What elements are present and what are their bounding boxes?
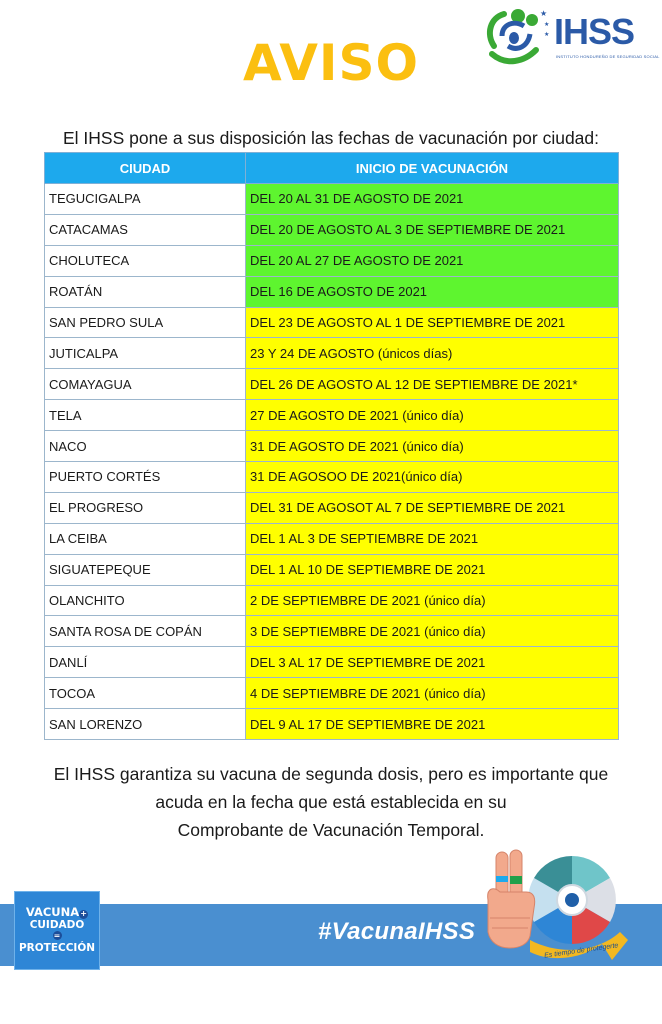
table-row <box>45 276 619 307</box>
plus-icon: + <box>80 909 87 919</box>
table-row <box>45 678 619 709</box>
city-cell: TEGUCIGALPA <box>45 184 246 215</box>
dates-cell: DEL 23 DE AGOSTO AL 1 DE SEPTIEMBRE DE 2021 <box>246 307 619 338</box>
city-cell: ROATÁN <box>45 276 246 307</box>
table-row <box>45 338 619 369</box>
dates-cell: DEL 1 AL 3 DE SEPTIEMBRE DE 2021 <box>246 523 619 554</box>
badge-line-cuidado: CUIDADO <box>29 918 85 931</box>
table-row <box>45 307 619 338</box>
city-cell: SIGUATEPEQUE <box>45 554 246 585</box>
vaccination-schedule-table <box>44 152 619 740</box>
city-cell: OLANCHITO <box>45 585 246 616</box>
city-cell: LA CEIBA <box>45 523 246 554</box>
table-row <box>45 709 619 740</box>
city-cell: TELA <box>45 400 246 431</box>
dates-cell: DEL 20 AL 31 DE AGOSTO DE 2021 <box>246 184 619 215</box>
ihss-logo <box>484 6 660 68</box>
dates-cell: 31 DE AGOSOO DE 2021(único día) <box>246 462 619 493</box>
dates-cell: 31 DE AGOSTO DE 2021 (único día) <box>246 431 619 462</box>
dates-cell: 23 Y 24 DE AGOSTO (únicos días) <box>246 338 619 369</box>
table-row <box>45 462 619 493</box>
table-row <box>45 400 619 431</box>
city-cell: TOCOA <box>45 678 246 709</box>
table-row <box>45 554 619 585</box>
svg-text:★: ★ <box>544 32 550 38</box>
svg-text:★: ★ <box>540 9 548 18</box>
logo-subtitle: INSTITUTO HONDUREÑO DE SEGURIDAD SOCIAL <box>556 54 660 59</box>
equals-icon: = <box>53 930 61 940</box>
city-cell: EL PROGRESO <box>45 492 246 523</box>
dates-cell: DEL 31 DE AGOSOT AL 7 DE SEPTIEMBRE DE 2021 <box>246 492 619 523</box>
dates-cell: DEL 16 DE AGOSTO DE 2021 <box>246 276 619 307</box>
table-row <box>45 214 619 245</box>
dates-cell: DEL 9 AL 17 DE SEPTIEMBRE DE 2021 <box>246 709 619 740</box>
table-row <box>45 245 619 276</box>
dates-cell: DEL 20 DE AGOSTO AL 3 DE SEPTIEMBRE DE 2021 <box>246 214 619 245</box>
table-row <box>45 369 619 400</box>
table-row <box>45 616 619 647</box>
table-row <box>45 523 619 554</box>
intro-text: El IHSS pone a sus disposición las fechas de vacunación por ciudad: <box>62 128 599 148</box>
dates-cell: 2 DE SEPTIEMBRE DE 2021 (único día) <box>246 585 619 616</box>
city-cell: DANLÍ <box>45 647 246 678</box>
notice-line: acuda en la fecha que está establecida en su <box>155 792 507 812</box>
city-cell: SAN PEDRO SULA <box>45 307 246 338</box>
table-header-row <box>45 153 619 184</box>
badge-line-proteccion: PROTECCIÓN <box>18 942 96 955</box>
city-cell: SAN LORENZO <box>45 709 246 740</box>
logo-text: IHSS <box>554 11 635 52</box>
notice-line: El IHSS garantiza su vacuna de segunda dosis, pero es importante que <box>53 764 609 784</box>
column-header-city: CIUDAD <box>45 153 246 184</box>
city-cell: JUTICALPA <box>45 338 246 369</box>
city-cell: COMAYAGUA <box>45 369 246 400</box>
victory-hand-wheel-icon <box>480 848 630 968</box>
table-row <box>45 184 619 215</box>
dates-cell: 27 DE AGOSTO DE 2021 (único día) <box>246 400 619 431</box>
city-cell: CATACAMAS <box>45 214 246 245</box>
badge-line-vacuna: VACUNA+ <box>25 905 87 920</box>
ribbon-text: Es tiempo de protegerte <box>543 942 619 960</box>
dates-cell: DEL 3 AL 17 DE SEPTIEMBRE DE 2021 <box>246 647 619 678</box>
page-title: AVISO <box>242 34 420 92</box>
second-dose-notice <box>0 760 662 844</box>
campaign-badge <box>14 891 100 970</box>
dates-cell: 3 DE SEPTIEMBRE DE 2021 (único día) <box>246 616 619 647</box>
city-cell: SANTA ROSA DE COPÁN <box>45 616 246 647</box>
dates-cell: 4 DE SEPTIEMBRE DE 2021 (único día) <box>246 678 619 709</box>
column-header-dates: INICIO DE VACUNACIÓN <box>246 153 619 184</box>
city-cell: CHOLUTECA <box>45 245 246 276</box>
dates-cell: DEL 20 AL 27 DE AGOSTO DE 2021 <box>246 245 619 276</box>
table-row <box>45 647 619 678</box>
table-row <box>45 492 619 523</box>
notice-line: Comprobante de Vacunación Temporal. <box>177 820 485 840</box>
ihss-logo-icon <box>484 6 554 68</box>
city-cell: NACO <box>45 431 246 462</box>
dates-cell: DEL 26 DE AGOSTO AL 12 DE SEPTIEMBRE DE 2021* <box>246 369 619 400</box>
dates-cell: DEL 1 AL 10 DE SEPTIEMBRE DE 2021 <box>246 554 619 585</box>
svg-text:★: ★ <box>544 22 550 28</box>
table-row <box>45 431 619 462</box>
table-row <box>45 585 619 616</box>
city-cell: PUERTO CORTÉS <box>45 462 246 493</box>
hashtag: #VacunaIHSS <box>318 918 476 945</box>
